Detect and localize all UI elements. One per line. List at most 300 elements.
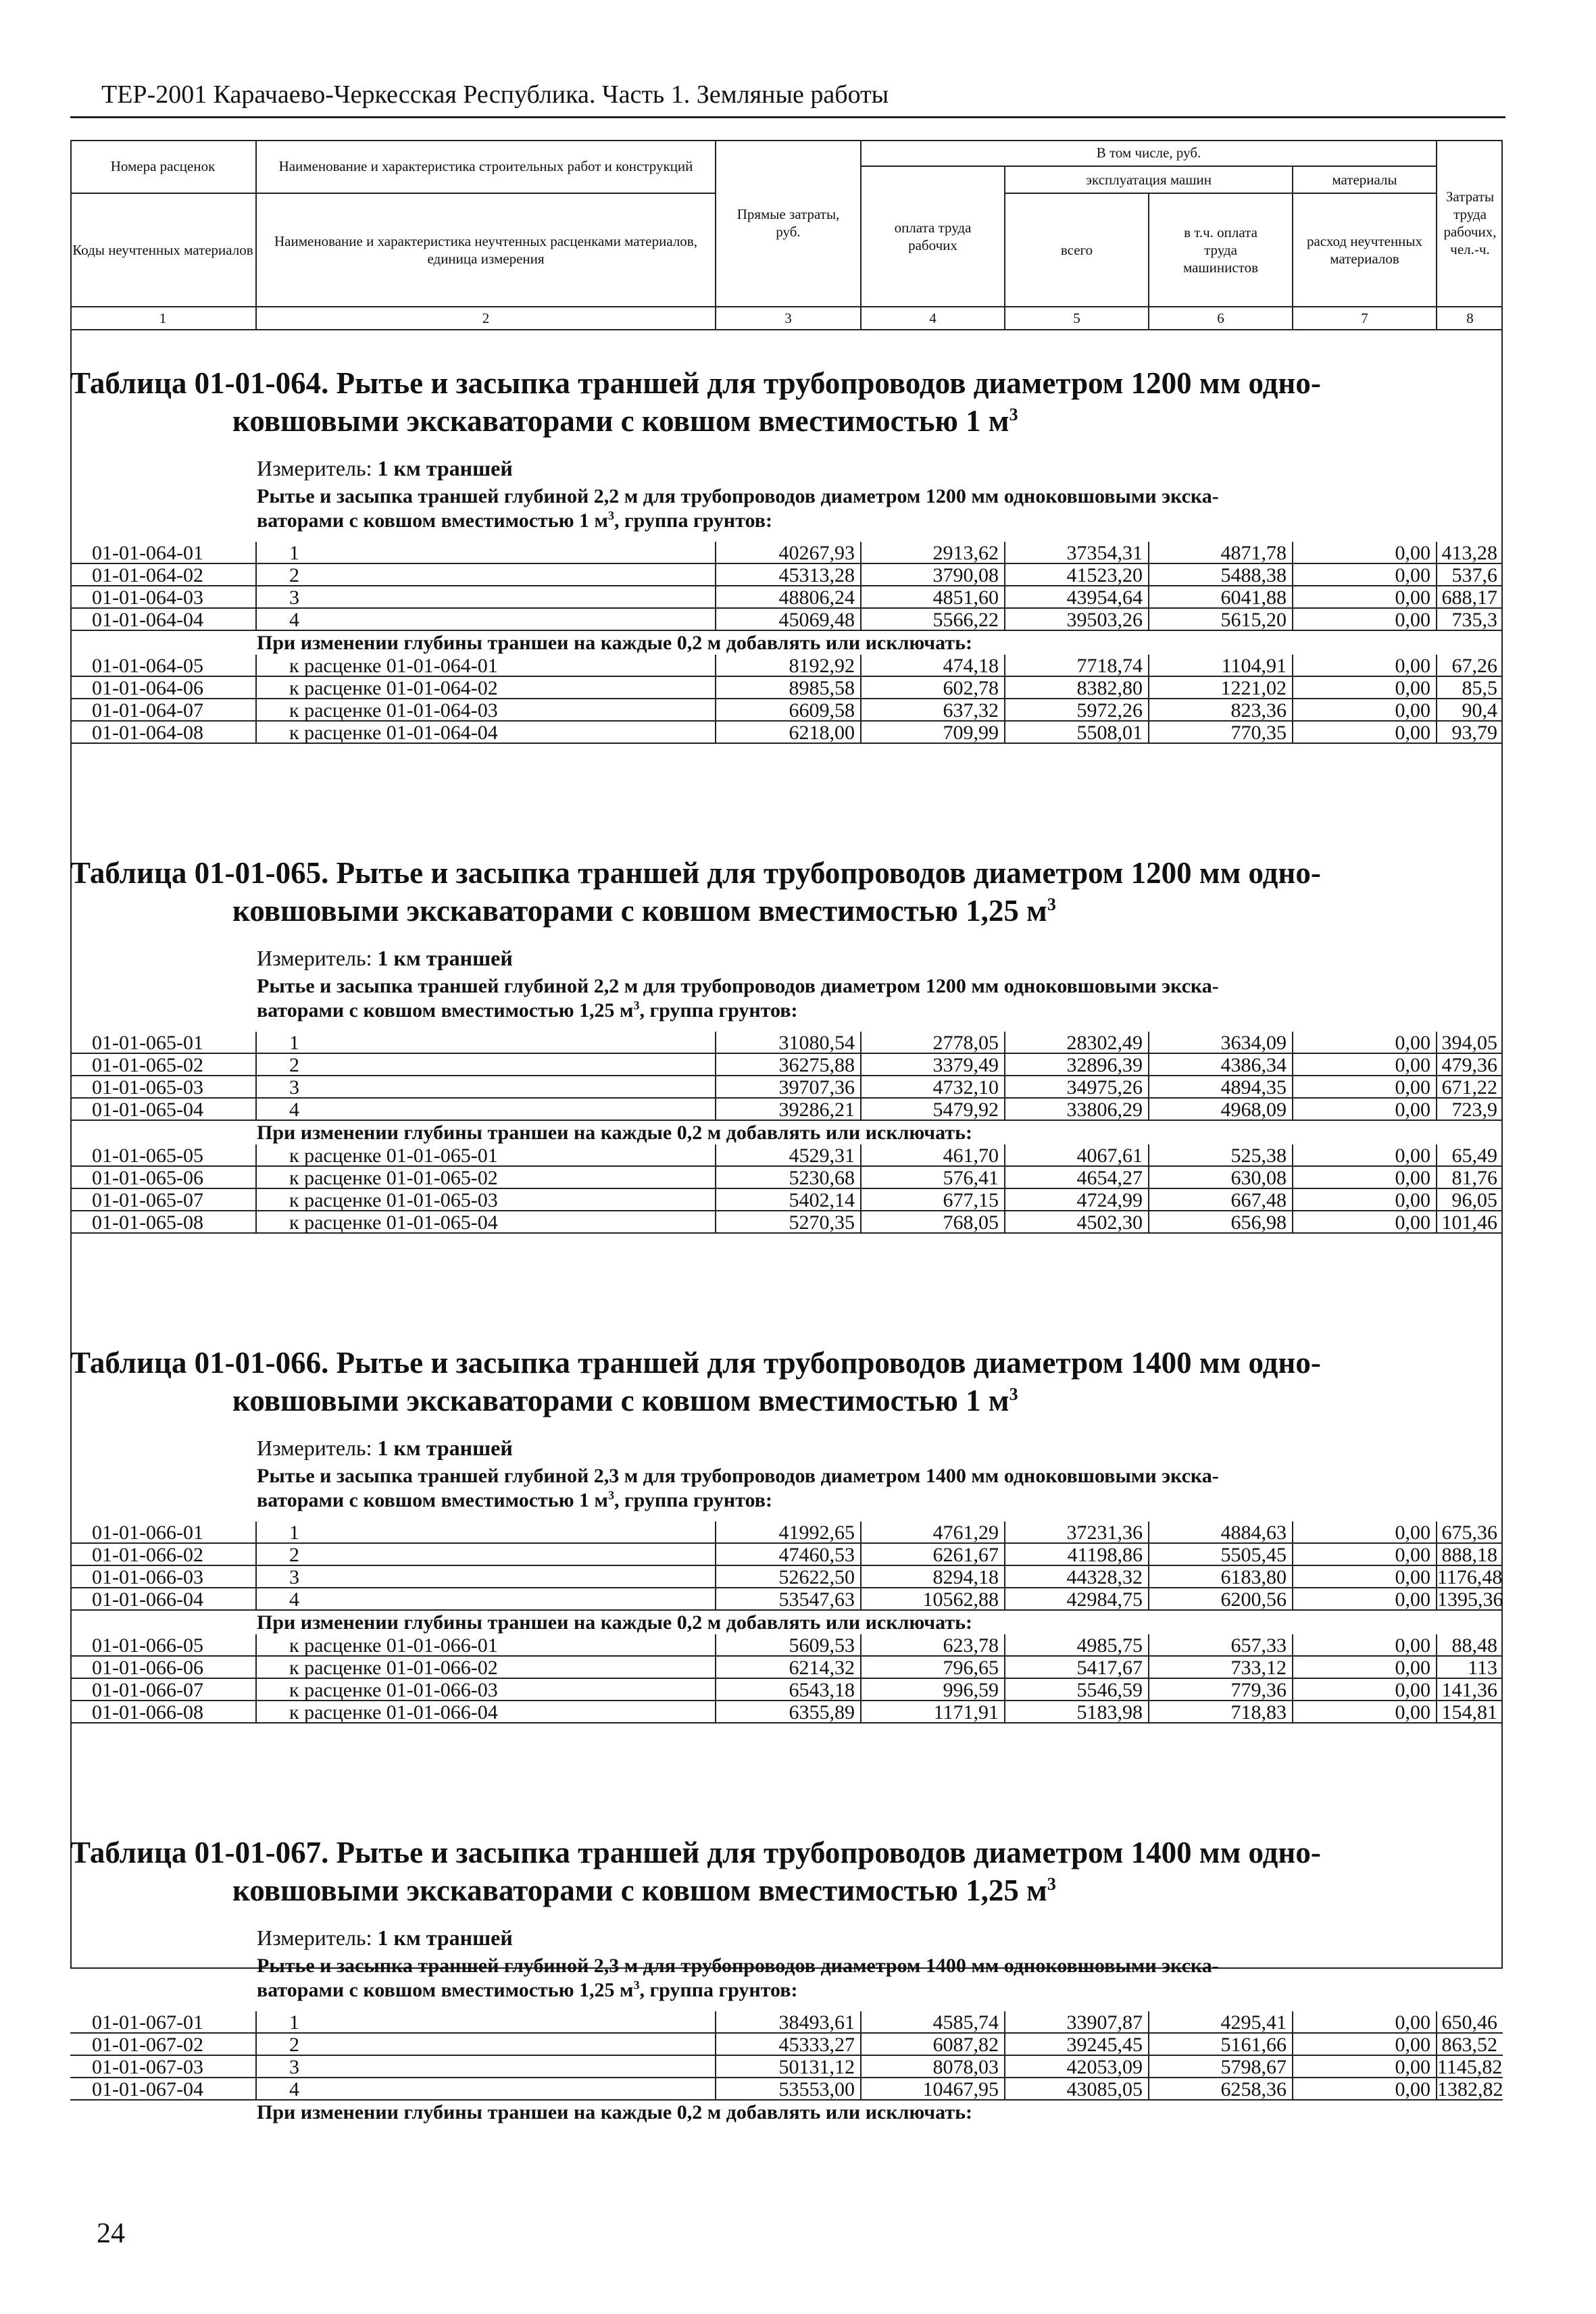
table-row — [70, 586, 1503, 609]
description-line-2-end: , группа грунтов: — [614, 509, 772, 532]
materials-use-value: 0,00 — [1293, 1099, 1437, 1121]
labor-cost-value: 65,49 — [1437, 1145, 1503, 1167]
meter-value: 1 км траншей — [377, 946, 513, 970]
work-name: к расценке 01-01-064-02 — [257, 677, 716, 699]
labor-cost-value: 154,81 — [1437, 1701, 1503, 1724]
direct-costs-value: 8192,92 — [716, 655, 862, 677]
machinist-pay-value: 779,36 — [1149, 1679, 1293, 1701]
labor-cost-value: 413,28 — [1437, 542, 1503, 564]
rate-code: 01-01-064-08 — [70, 722, 257, 744]
table-row — [70, 722, 1503, 744]
work-name: к расценке 01-01-066-01 — [257, 1634, 716, 1657]
description-superscript: 3 — [607, 508, 614, 522]
table-row — [70, 1521, 1503, 1544]
rate-code: 01-01-066-01 — [70, 1521, 257, 1544]
materials-use-value: 0,00 — [1293, 609, 1437, 631]
work-name: 4 — [257, 609, 716, 631]
meter-label: Измеритель: — [257, 1926, 372, 1950]
meter-label: Измеритель: — [257, 946, 372, 970]
machinist-pay-value: 733,12 — [1149, 1657, 1293, 1679]
materials-use-value: 0,00 — [1293, 1566, 1437, 1588]
materials-use-value: 0,00 — [1293, 564, 1437, 586]
machine-total-value: 4654,27 — [1005, 1167, 1149, 1189]
labor-cost-value: 85,5 — [1437, 677, 1503, 699]
col-num-8: 8 — [1437, 307, 1503, 330]
work-name: к расценке 01-01-065-02 — [257, 1167, 716, 1189]
table-row — [70, 1167, 1503, 1189]
col-codes-top: Номера расценок — [70, 140, 257, 194]
labor-pay-value: 2778,05 — [862, 1032, 1005, 1054]
table-title-superscript: 3 — [1047, 894, 1056, 914]
direct-costs-value: 8985,58 — [716, 677, 862, 699]
rate-code: 01-01-064-04 — [70, 609, 257, 631]
machine-total-value: 4502,30 — [1005, 1211, 1149, 1234]
machinist-pay-value: 4968,09 — [1149, 1099, 1293, 1121]
table-row — [70, 1701, 1503, 1724]
col-num-7: 7 — [1293, 307, 1437, 330]
labor-pay-value: 6261,67 — [862, 1544, 1005, 1566]
machine-total-value: 4985,75 — [1005, 1634, 1149, 1657]
table-title-line-2: ковшовыми экскаваторами с ковшом вместимостью 1,25 м — [232, 893, 1047, 928]
table-row — [70, 564, 1503, 586]
materials-use-value: 0,00 — [1293, 1657, 1437, 1679]
labor-pay-value: 4761,29 — [862, 1521, 1005, 1544]
labor-cost-value: 141,36 — [1437, 1679, 1503, 1701]
machinist-pay-value: 770,35 — [1149, 722, 1293, 744]
labor-cost-value: 863,52 — [1437, 2034, 1503, 2056]
work-name: 4 — [257, 1588, 716, 1611]
work-name: к расценке 01-01-066-03 — [257, 1679, 716, 1701]
machine-total-value: 33806,29 — [1005, 1099, 1149, 1121]
table-title-line-1: Таблица 01-01-066. Рытье и засыпка траншей для трубопроводов диаметром 1400 мм одно- — [70, 1346, 1321, 1380]
materials-use-value: 0,00 — [1293, 1167, 1437, 1189]
table-title-superscript: 3 — [1047, 1873, 1056, 1894]
work-name: 3 — [257, 586, 716, 609]
machinist-pay-value: 5798,67 — [1149, 2056, 1293, 2078]
work-name: 4 — [257, 1099, 716, 1121]
rate-code: 01-01-064-03 — [70, 586, 257, 609]
materials-use-value: 0,00 — [1293, 2056, 1437, 2078]
machinist-pay-value: 6041,88 — [1149, 586, 1293, 609]
labor-cost-value: 101,46 — [1437, 1211, 1503, 1234]
materials-use-value: 0,00 — [1293, 1544, 1437, 1566]
machine-total-value: 33907,87 — [1005, 2011, 1149, 2034]
table-description — [257, 975, 1561, 1023]
labor-cost-value: 479,36 — [1437, 1054, 1503, 1076]
labor-cost-value: 671,22 — [1437, 1076, 1503, 1099]
table-title-superscript: 3 — [1009, 1384, 1018, 1404]
table-row — [70, 1032, 1503, 1054]
labor-cost-value: 888,18 — [1437, 1544, 1503, 1566]
materials-use-value: 0,00 — [1293, 722, 1437, 744]
direct-costs-value: 4529,31 — [716, 1145, 862, 1167]
labor-cost-value: 735,3 — [1437, 609, 1503, 631]
table-row — [70, 655, 1503, 677]
table-row — [70, 699, 1503, 722]
rate-code: 01-01-066-06 — [70, 1657, 257, 1679]
work-name: к расценке 01-01-064-01 — [257, 655, 716, 677]
labor-pay-value: 461,70 — [862, 1145, 1005, 1167]
machine-total-value: 4724,99 — [1005, 1189, 1149, 1211]
table-meter — [257, 456, 513, 481]
table-title-superscript: 3 — [1009, 404, 1018, 424]
direct-costs-value: 31080,54 — [716, 1032, 862, 1054]
table-row — [70, 2034, 1503, 2056]
work-name: 4 — [257, 2078, 716, 2101]
direct-costs-value: 50131,12 — [716, 2056, 862, 2078]
machine-total-value: 42984,75 — [1005, 1588, 1149, 1611]
labor-pay-value: 10562,88 — [862, 1588, 1005, 1611]
materials-use-value: 0,00 — [1293, 1211, 1437, 1234]
rate-code: 01-01-065-07 — [70, 1189, 257, 1211]
work-name: 1 — [257, 2011, 716, 2034]
direct-costs-value: 5230,68 — [716, 1167, 862, 1189]
materials-use-value: 0,00 — [1293, 1634, 1437, 1657]
materials-use-value: 0,00 — [1293, 1521, 1437, 1544]
machinist-pay-value: 5615,20 — [1149, 609, 1293, 631]
meter-value: 1 км траншей — [377, 1436, 513, 1460]
machinist-pay-value: 667,48 — [1149, 1189, 1293, 1211]
table-row — [70, 1189, 1503, 1211]
description-superscript: 3 — [633, 998, 640, 1012]
machine-total-value: 5183,98 — [1005, 1701, 1149, 1724]
col-num-2: 2 — [257, 307, 716, 330]
table-row — [70, 2056, 1503, 2078]
machinist-pay-value: 6258,36 — [1149, 2078, 1293, 2101]
table-title-line-2: ковшовыми экскаваторами с ковшом вместимостью 1 м — [232, 1383, 1009, 1417]
rate-code: 01-01-064-07 — [70, 699, 257, 722]
direct-costs-value: 48806,24 — [716, 586, 862, 609]
table-meter — [257, 1436, 513, 1461]
materials-use-value: 0,00 — [1293, 1145, 1437, 1167]
table-row — [70, 2011, 1503, 2034]
labor-cost-value: 1382,82 — [1437, 2078, 1503, 2101]
meter-label: Измеритель: — [257, 456, 372, 480]
machine-total-value: 42053,09 — [1005, 2056, 1149, 2078]
machinist-pay-value: 6200,56 — [1149, 1588, 1293, 1611]
description-line-2: ваторами с ковшом вместимостью 1,25 м — [257, 999, 634, 1022]
description-superscript: 3 — [633, 1978, 640, 1992]
materials-use-value: 0,00 — [1293, 2034, 1437, 2056]
labor-cost-value: 96,05 — [1437, 1189, 1503, 1211]
table-title — [70, 1834, 1503, 1910]
rate-code: 01-01-065-06 — [70, 1167, 257, 1189]
rate-code: 01-01-064-01 — [70, 542, 257, 564]
meter-value: 1 км траншей — [377, 456, 513, 480]
labor-pay-value: 1171,91 — [862, 1701, 1005, 1724]
labor-cost-value: 90,4 — [1437, 699, 1503, 722]
materials-use-value: 0,00 — [1293, 542, 1437, 564]
labor-pay-value: 623,78 — [862, 1634, 1005, 1657]
labor-pay-value: 4851,60 — [862, 586, 1005, 609]
table-title-line-1: Таблица 01-01-065. Рытье и засыпка траншей для трубопроводов диаметром 1200 мм одно- — [70, 856, 1321, 890]
col-materials-use: расход неучтенных материалов — [1293, 194, 1437, 307]
work-name: 3 — [257, 1076, 716, 1099]
table-row — [70, 609, 1503, 631]
machine-total-value: 28302,49 — [1005, 1032, 1149, 1054]
table-title — [70, 1344, 1503, 1420]
table-row — [70, 1679, 1503, 1701]
labor-cost-value: 1145,82 — [1437, 2056, 1503, 2078]
description-line-2: ваторами с ковшом вместимостью 1,25 м — [257, 1978, 634, 2001]
labor-cost-value: 675,36 — [1437, 1521, 1503, 1544]
work-name: к расценке 01-01-066-04 — [257, 1701, 716, 1724]
machine-total-value: 37354,31 — [1005, 542, 1149, 564]
machinist-pay-value: 4871,78 — [1149, 542, 1293, 564]
labor-cost-value: 394,05 — [1437, 1032, 1503, 1054]
direct-costs-value: 38493,61 — [716, 2011, 862, 2034]
col-name-top: Наименование и характеристика строительных работ и конструкций — [257, 140, 716, 194]
table-row — [70, 1657, 1503, 1679]
col-num-6: 6 — [1149, 307, 1293, 330]
description-line-2: ваторами с ковшом вместимостью 1 м — [257, 509, 608, 532]
rate-code: 01-01-066-04 — [70, 1588, 257, 1611]
col-codes-bottom: Коды неучтенных материалов — [70, 194, 257, 307]
table-row — [70, 1054, 1503, 1076]
materials-use-value: 0,00 — [1293, 586, 1437, 609]
depth-note: При изменении глубины траншеи на каждые 0,2 м добавлять или исключать: — [257, 632, 972, 654]
direct-costs-value: 47460,53 — [716, 1544, 862, 1566]
rate-code: 01-01-066-02 — [70, 1544, 257, 1566]
work-name: 1 — [257, 1032, 716, 1054]
description-line-1: Рытье и засыпка траншей глубиной 2,3 м для трубопроводов диаметром 1400 мм одноковшовыми экска- — [257, 1465, 1219, 1487]
machinist-pay-value: 4295,41 — [1149, 2011, 1293, 2034]
meter-label: Измеритель: — [257, 1436, 372, 1460]
direct-costs-value: 6218,00 — [716, 722, 862, 744]
table-description — [257, 1465, 1561, 1513]
rate-code: 01-01-065-01 — [70, 1032, 257, 1054]
machine-total-value: 43085,05 — [1005, 2078, 1149, 2101]
col-direct-costs: Прямые затраты, руб. — [716, 140, 862, 307]
machine-total-value: 5508,01 — [1005, 722, 1149, 744]
direct-costs-value: 6543,18 — [716, 1679, 862, 1701]
machinist-pay-value: 656,98 — [1149, 1211, 1293, 1234]
depth-note: При изменении глубины траншеи на каждые 0,2 м добавлять или исключать: — [257, 2101, 972, 2123]
table-row — [70, 2078, 1503, 2101]
direct-costs-value: 39286,21 — [716, 1099, 862, 1121]
labor-pay-value: 4732,10 — [862, 1076, 1005, 1099]
rate-code: 01-01-065-02 — [70, 1054, 257, 1076]
direct-costs-value: 6214,32 — [716, 1657, 862, 1679]
work-name: 1 — [257, 1521, 716, 1544]
machinist-pay-value: 3634,09 — [1149, 1032, 1293, 1054]
col-machine-total: всего — [1005, 194, 1149, 307]
page-number: 24 — [97, 2218, 125, 2249]
machine-total-value: 34975,26 — [1005, 1076, 1149, 1099]
materials-use-value: 0,00 — [1293, 1189, 1437, 1211]
table-title-line-2: ковшовыми экскаваторами с ковшом вместимостью 1 м — [232, 403, 1009, 438]
description-line-2-end: , группа грунтов: — [639, 999, 798, 1022]
table-row — [70, 1145, 1503, 1167]
machinist-pay-value: 4894,35 — [1149, 1076, 1293, 1099]
labor-cost-value: 113 — [1437, 1657, 1503, 1679]
labor-pay-value: 602,78 — [862, 677, 1005, 699]
direct-costs-value: 45069,48 — [716, 609, 862, 631]
work-name: к расценке 01-01-065-04 — [257, 1211, 716, 1234]
rate-code: 01-01-064-06 — [70, 677, 257, 699]
labor-pay-value: 576,41 — [862, 1167, 1005, 1189]
table-row — [70, 1566, 1503, 1588]
labor-cost-value: 88,48 — [1437, 1634, 1503, 1657]
machinist-pay-value: 5488,38 — [1149, 564, 1293, 586]
labor-pay-value: 709,99 — [862, 722, 1005, 744]
table-row — [70, 1588, 1503, 1611]
direct-costs-value: 52622,50 — [716, 1566, 862, 1588]
header-rule — [70, 116, 1505, 118]
rate-code: 01-01-067-02 — [70, 2034, 257, 2056]
machine-total-value: 39503,26 — [1005, 609, 1149, 631]
rate-code: 01-01-065-04 — [70, 1099, 257, 1121]
table-title-line-2: ковшовыми экскаваторами с ковшом вместимостью 1,25 м — [232, 1873, 1047, 1907]
depth-note: При изменении глубины траншеи на каждые 0,2 м добавлять или исключать: — [257, 1122, 972, 1144]
machine-total-value: 44328,32 — [1005, 1566, 1149, 1588]
direct-costs-value: 45313,28 — [716, 564, 862, 586]
materials-use-value: 0,00 — [1293, 2011, 1437, 2034]
direct-costs-value: 53553,00 — [716, 2078, 862, 2101]
direct-costs-value: 6355,89 — [716, 1701, 862, 1724]
machine-total-value: 41523,20 — [1005, 564, 1149, 586]
table-row — [70, 677, 1503, 699]
labor-cost-value: 537,6 — [1437, 564, 1503, 586]
labor-cost-value: 723,9 — [1437, 1099, 1503, 1121]
rate-code: 01-01-065-03 — [70, 1076, 257, 1099]
col-machine-ops: эксплуатация машин — [1005, 167, 1293, 194]
col-including: В том числе, руб. — [862, 140, 1437, 167]
work-name: к расценке 01-01-065-03 — [257, 1189, 716, 1211]
table-row — [70, 1099, 1503, 1121]
machine-total-value: 5546,59 — [1005, 1679, 1149, 1701]
machinist-pay-value: 657,33 — [1149, 1634, 1293, 1657]
materials-use-value: 0,00 — [1293, 1032, 1437, 1054]
labor-pay-value: 677,15 — [862, 1189, 1005, 1211]
table-meter — [257, 946, 513, 971]
machine-total-value: 41198,86 — [1005, 1544, 1149, 1566]
rate-code: 01-01-065-05 — [70, 1145, 257, 1167]
labor-pay-value: 4585,74 — [862, 2011, 1005, 2034]
materials-use-value: 0,00 — [1293, 677, 1437, 699]
labor-cost-value: 67,26 — [1437, 655, 1503, 677]
table-row — [70, 1211, 1503, 1234]
work-name: 3 — [257, 1566, 716, 1588]
description-line-1: Рытье и засыпка траншей глубиной 2,2 м для трубопроводов диаметром 1200 мм одноковшовыми экска- — [257, 975, 1219, 997]
rate-code: 01-01-066-05 — [70, 1634, 257, 1657]
machinist-pay-value: 4884,63 — [1149, 1521, 1293, 1544]
table-meter — [257, 1926, 513, 1951]
labor-pay-value: 768,05 — [862, 1211, 1005, 1234]
machine-total-value: 4067,61 — [1005, 1145, 1149, 1167]
machine-total-value: 43954,64 — [1005, 586, 1149, 609]
machinist-pay-value: 718,83 — [1149, 1701, 1293, 1724]
table-title — [70, 855, 1503, 930]
direct-costs-value: 53547,63 — [716, 1588, 862, 1611]
materials-use-value: 0,00 — [1293, 1588, 1437, 1611]
rate-code: 01-01-067-01 — [70, 2011, 257, 2034]
rate-code: 01-01-064-02 — [70, 564, 257, 586]
table-row — [70, 1076, 1503, 1099]
machinist-pay-value: 4386,34 — [1149, 1054, 1293, 1076]
description-superscript: 3 — [607, 1488, 614, 1502]
labor-pay-value: 5566,22 — [862, 609, 1005, 631]
col-materials: материалы — [1293, 167, 1437, 194]
col-num-1: 1 — [70, 307, 257, 330]
labor-pay-value: 2913,62 — [862, 542, 1005, 564]
work-name: к расценке 01-01-065-01 — [257, 1145, 716, 1167]
description-line-2: ваторами с ковшом вместимостью 1 м — [257, 1488, 608, 1511]
rate-code: 01-01-066-03 — [70, 1566, 257, 1588]
work-name: 1 — [257, 542, 716, 564]
rate-code: 01-01-064-05 — [70, 655, 257, 677]
description-line-1: Рытье и засыпка траншей глубиной 2,2 м для трубопроводов диаметром 1200 мм одноковшовыми экска- — [257, 485, 1219, 507]
work-name: 2 — [257, 2034, 716, 2056]
work-name: 2 — [257, 1544, 716, 1566]
machine-total-value: 32896,39 — [1005, 1054, 1149, 1076]
labor-pay-value: 474,18 — [862, 655, 1005, 677]
labor-cost-value: 1176,48 — [1437, 1566, 1503, 1588]
labor-pay-value: 5479,92 — [862, 1099, 1005, 1121]
work-name: 2 — [257, 564, 716, 586]
machine-total-value: 8382,80 — [1005, 677, 1149, 699]
description-line-1: Рытье и засыпка траншей глубиной 2,3 м для трубопроводов диаметром 1400 мм одноковшовыми экска- — [257, 1955, 1219, 1977]
labor-pay-value: 996,59 — [862, 1679, 1005, 1701]
meter-value: 1 км траншей — [377, 1926, 513, 1950]
col-num-3: 3 — [716, 307, 862, 330]
machine-total-value: 37231,36 — [1005, 1521, 1149, 1544]
col-labor-pay: оплата труда рабочих — [862, 167, 1005, 307]
direct-costs-value: 40267,93 — [716, 542, 862, 564]
machinist-pay-value: 630,08 — [1149, 1167, 1293, 1189]
rate-code: 01-01-067-04 — [70, 2078, 257, 2101]
machinist-pay-value: 1104,91 — [1149, 655, 1293, 677]
materials-use-value: 0,00 — [1293, 699, 1437, 722]
table-row — [70, 542, 1503, 564]
materials-use-value: 0,00 — [1293, 1679, 1437, 1701]
machinist-pay-value: 6183,80 — [1149, 1566, 1293, 1588]
work-name: к расценке 01-01-064-04 — [257, 722, 716, 744]
labor-pay-value: 6087,82 — [862, 2034, 1005, 2056]
description-line-2-end: , группа грунтов: — [639, 1978, 798, 2001]
direct-costs-value: 36275,88 — [716, 1054, 862, 1076]
labor-cost-value: 81,76 — [1437, 1167, 1503, 1189]
machinist-pay-value: 5161,66 — [1149, 2034, 1293, 2056]
rate-code: 01-01-065-08 — [70, 1211, 257, 1234]
machinist-pay-value: 1221,02 — [1149, 677, 1293, 699]
direct-costs-value: 39707,36 — [716, 1076, 862, 1099]
rate-code: 01-01-066-08 — [70, 1701, 257, 1724]
table-title-line-1: Таблица 01-01-067. Рытье и засыпка траншей для трубопроводов диаметром 1400 мм одно- — [70, 1836, 1321, 1869]
machine-total-value: 39245,45 — [1005, 2034, 1149, 2056]
col-labor-cost: Затраты труда рабочих, чел.-ч. — [1437, 140, 1503, 307]
table-description — [257, 1955, 1561, 2003]
machinist-pay-value: 823,36 — [1149, 699, 1293, 722]
machinist-pay-value: 5505,45 — [1149, 1544, 1293, 1566]
labor-cost-value: 1395,36 — [1437, 1588, 1503, 1611]
rate-code: 01-01-067-03 — [70, 2056, 257, 2078]
labor-cost-value: 688,17 — [1437, 586, 1503, 609]
machinist-pay-value: 525,38 — [1149, 1145, 1293, 1167]
direct-costs-value: 6609,58 — [716, 699, 862, 722]
direct-costs-value: 45333,27 — [716, 2034, 862, 2056]
materials-use-value: 0,00 — [1293, 1054, 1437, 1076]
labor-pay-value: 3379,49 — [862, 1054, 1005, 1076]
work-name: 3 — [257, 2056, 716, 2078]
col-num-5: 5 — [1005, 307, 1149, 330]
direct-costs-value: 41992,65 — [716, 1521, 862, 1544]
labor-pay-value: 10467,95 — [862, 2078, 1005, 2101]
machine-total-value: 5972,26 — [1005, 699, 1149, 722]
table-description — [257, 485, 1561, 533]
materials-use-value: 0,00 — [1293, 2078, 1437, 2101]
labor-cost-value: 93,79 — [1437, 722, 1503, 744]
